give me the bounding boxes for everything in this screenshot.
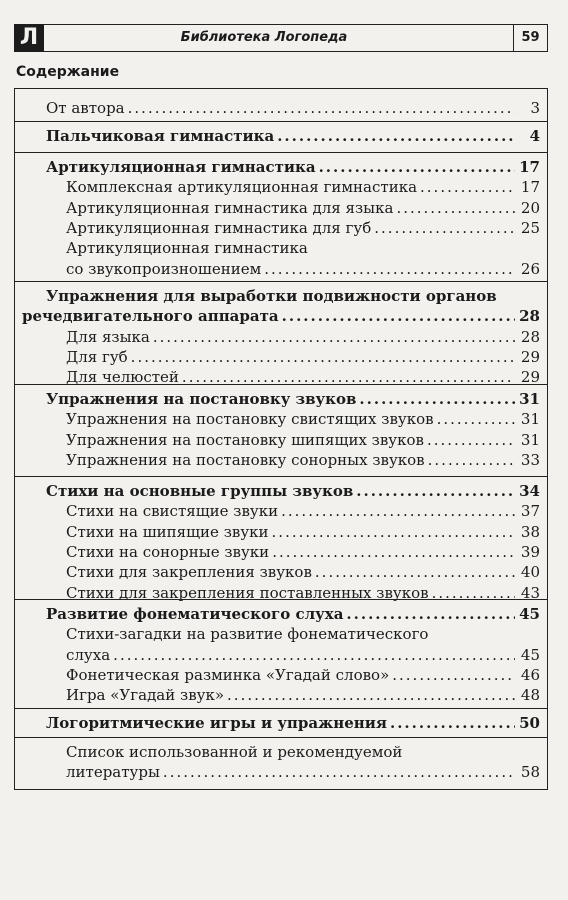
dot-leader <box>227 685 515 706</box>
entry-page-number: 25 <box>520 218 540 237</box>
entry-page-number: 45 <box>519 605 540 623</box>
entry-title: Игра «Угадай звук» <box>66 686 225 705</box>
dot-leader <box>131 347 515 368</box>
toc-subentry <box>66 327 540 348</box>
entry-title: Комплексная артикуляционная гимнастика <box>66 178 418 197</box>
entry-title: Артикуляционная гимнастика для языка <box>66 198 394 217</box>
entry-title: литературы <box>66 763 160 782</box>
toc-subentry <box>66 562 540 583</box>
section-divider <box>14 599 548 600</box>
entry-page-number: 20 <box>520 198 540 217</box>
dot-leader <box>392 665 515 686</box>
dot-leader <box>113 645 515 666</box>
page-header <box>14 24 548 52</box>
toc-subentry <box>66 762 540 783</box>
entry-page-number: 34 <box>519 482 540 500</box>
entry-title: Стихи для закрепления звуков <box>66 563 312 582</box>
toc-section-entry <box>46 286 540 307</box>
entry-page-number: 37 <box>520 502 540 521</box>
entry-title: со звукопроизношением <box>66 259 262 278</box>
toc-section-entry <box>46 604 540 625</box>
toc-subentry <box>66 409 540 430</box>
toc-section-entry <box>46 157 540 178</box>
dot-leader <box>374 218 515 239</box>
entry-title: Упражнения на постановку сонорных звуков <box>66 450 425 469</box>
dot-leader <box>281 501 515 522</box>
entry-title: Логоритмические игры и упражнения <box>46 714 387 732</box>
entry-page-number: 28 <box>520 327 540 346</box>
toc-subentry <box>66 347 540 368</box>
toc-subentry <box>66 645 540 666</box>
toc-subentry <box>66 367 540 388</box>
dot-leader <box>396 198 515 219</box>
entry-title: речедвигательного аппарата <box>22 307 279 326</box>
toc-subentry <box>66 259 540 280</box>
toc-section-entry <box>46 126 540 147</box>
entry-title: Стихи на сонорные звуки <box>66 542 270 561</box>
entry-title: Стихи на основные группы звуков <box>46 482 354 500</box>
dot-leader <box>182 367 515 388</box>
entry-title: Стихи на свистящие звуки <box>66 502 279 521</box>
dot-leader <box>272 522 515 543</box>
toc-subentry <box>66 238 540 259</box>
series-logo: Л <box>14 24 44 52</box>
entry-title: Для языка <box>66 327 150 346</box>
toc-subentry <box>66 742 540 763</box>
entry-title: От автора <box>46 99 125 117</box>
toc-subentry <box>66 624 540 645</box>
dot-leader <box>346 604 515 625</box>
section-divider <box>14 737 548 738</box>
entry-title: Артикуляционная гимнастика для губ <box>66 218 372 237</box>
section-divider <box>14 476 548 477</box>
running-title: Библиотека Логопеда <box>180 30 348 45</box>
entry-title: Список использованной и рекомендуемой <box>66 743 403 761</box>
entry-page-number: 31 <box>520 430 540 449</box>
entry-page-number: 33 <box>520 450 540 469</box>
entry-page-number: 45 <box>520 645 540 664</box>
dot-leader <box>356 481 515 502</box>
section-divider <box>14 708 548 709</box>
dot-leader <box>315 562 515 583</box>
toc-subentry <box>66 198 540 219</box>
toc-subentry <box>66 177 540 198</box>
entry-page-number: 4 <box>529 127 540 145</box>
page-number: 59 <box>513 25 547 51</box>
entry-page-number: 46 <box>520 665 540 684</box>
entry-title: Артикуляционная гимнастика <box>66 239 308 258</box>
entry-page-number: 3 <box>530 99 540 117</box>
toc-subentry <box>66 522 540 543</box>
entry-title: Упражнения на постановку шипящих звуков <box>66 430 424 449</box>
entry-title: Для губ <box>66 347 128 366</box>
dot-leader <box>427 430 515 451</box>
section-divider <box>14 384 548 385</box>
toc-section-entry <box>46 481 540 502</box>
dot-leader <box>432 583 515 604</box>
toc-subentry <box>66 218 540 239</box>
toc-subentry <box>66 685 540 706</box>
entry-page-number: 28 <box>519 307 540 326</box>
entry-title: Стихи для закрепления поставленных звуков <box>66 583 429 602</box>
toc-heading: Содержание <box>16 64 120 80</box>
toc-section-entry <box>46 713 540 734</box>
toc-section-entry <box>46 389 540 410</box>
dot-leader <box>272 542 515 563</box>
section-divider <box>14 121 548 122</box>
toc-subentry <box>66 665 540 686</box>
entry-page-number: 39 <box>520 542 540 561</box>
entry-page-number: 26 <box>520 259 540 278</box>
entry-title: Упражнения для выработки подвижности органов <box>46 287 497 305</box>
entry-title: Пальчиковая гимнастика <box>46 127 275 145</box>
dot-leader <box>163 762 515 783</box>
entry-page-number: 31 <box>520 410 540 429</box>
dot-leader <box>390 713 515 734</box>
entry-page-number: 40 <box>520 563 540 582</box>
entry-title: Развитие фонематического слуха <box>46 605 344 623</box>
entry-page-number: 38 <box>520 522 540 541</box>
dot-leader <box>319 157 515 178</box>
entry-title: Артикуляционная гимнастика <box>46 158 316 176</box>
entry-title: Стихи на шипящие звуки <box>66 522 269 541</box>
entry-page-number: 31 <box>519 390 540 408</box>
entry-title: Для челюстей <box>66 368 179 387</box>
entry-title: Стихи-загадки на развитие фонематического <box>66 625 429 644</box>
dot-leader <box>437 409 515 430</box>
entry-title: Фонетическая разминка «Угадай слово» <box>66 665 390 684</box>
dot-leader <box>128 98 515 119</box>
toc-subentry <box>66 430 540 451</box>
entry-page-number: 50 <box>519 714 540 732</box>
toc-subentry <box>66 542 540 563</box>
section-divider <box>14 152 548 153</box>
entry-page-number: 58 <box>520 763 540 782</box>
dot-leader <box>359 389 515 410</box>
toc-subentry <box>66 450 540 471</box>
dot-leader <box>420 177 515 198</box>
toc-subentry <box>46 98 540 119</box>
toc-section-entry <box>22 306 540 327</box>
dot-leader <box>277 126 515 147</box>
entry-page-number: 17 <box>519 158 540 176</box>
dot-leader <box>428 450 515 471</box>
toc-subentry <box>66 501 540 522</box>
toc-subentry <box>66 583 540 604</box>
entry-page-number: 43 <box>520 583 540 602</box>
dot-leader <box>153 327 515 348</box>
dot-leader <box>264 259 515 280</box>
entry-title: Упражнения на постановку звуков <box>46 390 357 408</box>
entry-title: Упражнения на постановку свистящих звуков <box>66 410 434 429</box>
dot-leader <box>282 306 515 327</box>
entry-page-number: 29 <box>520 368 540 387</box>
entry-page-number: 29 <box>520 347 540 366</box>
entry-page-number: 17 <box>520 178 540 197</box>
section-divider <box>14 281 548 282</box>
entry-title: слуха <box>66 645 111 664</box>
entry-page-number: 48 <box>520 686 540 705</box>
